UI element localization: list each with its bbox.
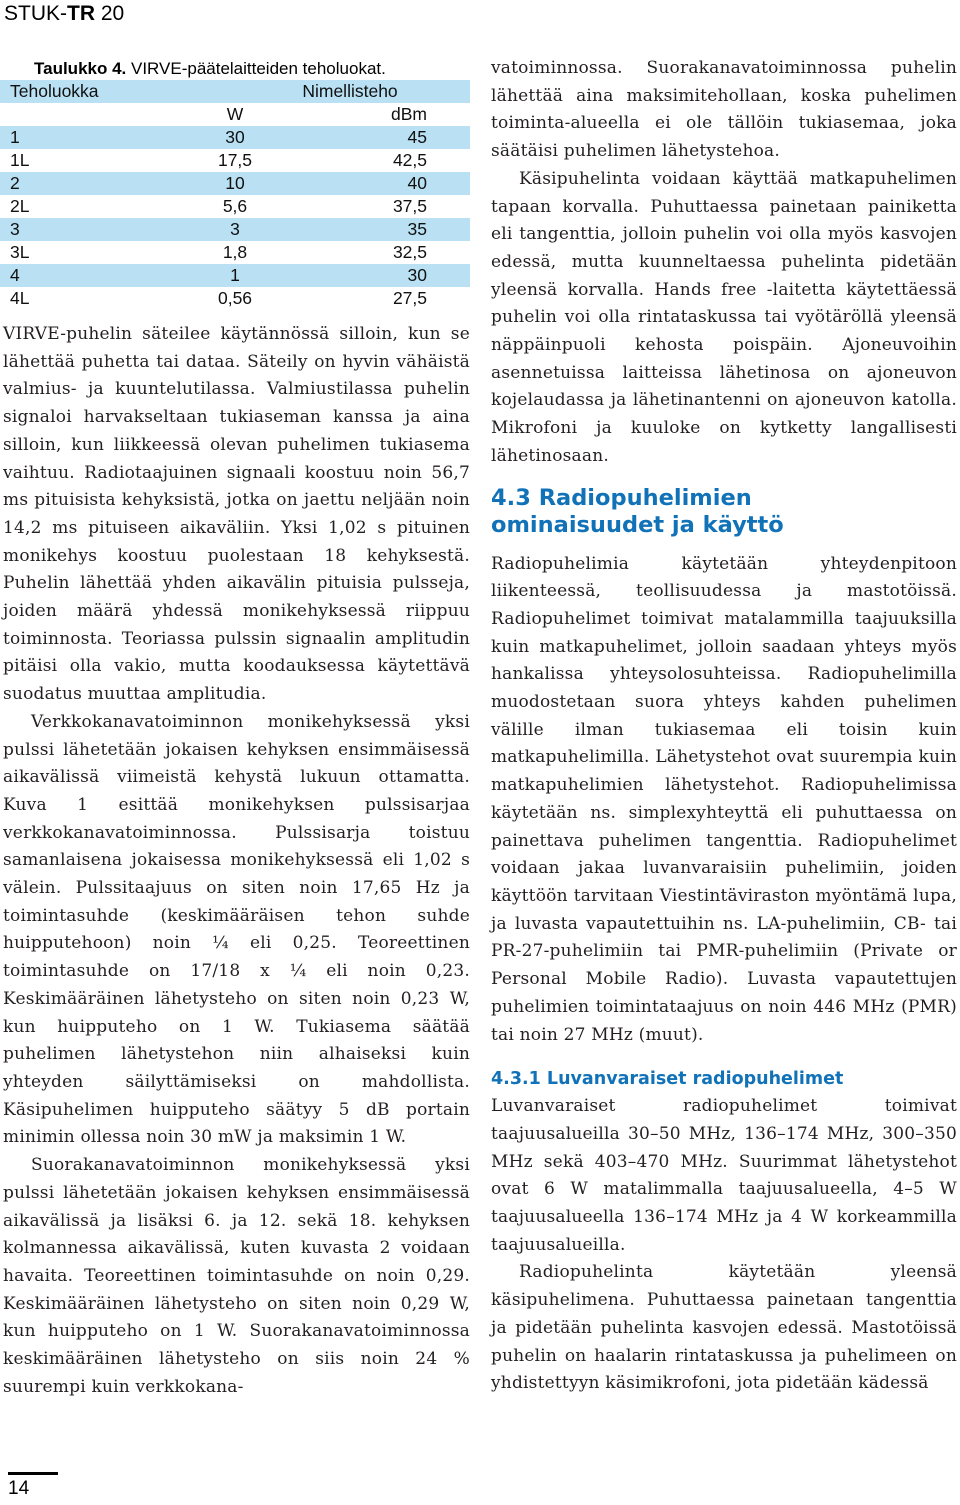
cell-dbm: 27,5 bbox=[392, 288, 427, 308]
header-bold: TR bbox=[67, 2, 95, 25]
table-row bbox=[0, 172, 470, 195]
right-text-column bbox=[491, 55, 957, 1398]
cell-class: 3L bbox=[10, 242, 30, 262]
cell-w: 17,5 bbox=[217, 150, 253, 170]
running-header bbox=[4, 2, 124, 26]
table-caption-text: VIRVE-päätelaitteiden teholuokat. bbox=[126, 59, 386, 78]
cell-dbm: 45 bbox=[310, 126, 470, 149]
section-heading-line2: ominaisuudet ja käyttö bbox=[491, 511, 784, 538]
table-subheader-row bbox=[0, 103, 470, 126]
cell-dbm: 35 bbox=[310, 218, 470, 241]
table-row bbox=[0, 126, 470, 149]
cell-class: 2L bbox=[10, 196, 30, 216]
table-row bbox=[0, 195, 470, 218]
paragraph: Verkkokanavatoiminnon monikehyksessä yksi pulssi lähetetään jokaisen kehyksen ensimmäisessä aikavälissä viimeistä kehystä lukuun ottamatta. Kuva 1 esittää monikehyksen pulssisarjaa verkkokanavatoiminnossa. Pulssisarja toistuu samanlaisena jokaisessa monikehyksessä eli 1,02 s välein. Pulssitaajuus on siten noin 17,65 Hz ja toimintasuhde (keskimääräisen tehon suhde huipputehoon) noin ¼ eli 0,25. Teoreettinen toimintasuhde on 17/18 x ¼ eli noin 0,23. Keskimääräinen lähetysteho on siten noin 0,23 W, kun huipputeho on 1 W. Tukiasema säätää puhelimen lähetystehon niin alhaiseksi kuin yhteyden säilyttämiseksi on mahdollista. Käsipuhelimen huipputeho säätyy 5 dB portain minimin ollessa noin 30 mW ja maksimin 1 W. bbox=[3, 711, 470, 1148]
table-caption bbox=[34, 59, 386, 79]
table-caption-label: Taulukko 4. bbox=[34, 59, 127, 78]
section-heading bbox=[491, 485, 957, 539]
header-prefix: STUK- bbox=[4, 2, 67, 25]
power-class-table bbox=[0, 80, 470, 310]
cell-w: 1,8 bbox=[222, 242, 248, 262]
paragraph: Suorakanavatoiminnon monikehyksessä yksi pulssi lähetetään jokaisen kehyksen ensimmäisessä aikavälissä ja lisäksi 6. ja 12. sekä 18. kehyksen kolmannessa aikavälissä, kuten kuvasta 2 voidaan havaita. Teoreettinen toimintasuhde on noin 0,29. Keskimääräinen lähetysteho on siten noin 0,29 W, kun huipputeho on 1 W. Suorakanavatoiminnossa keskimääräinen lähetysteho on siis noin 24 % suurempi kuin verkkokana- bbox=[3, 1155, 470, 1397]
section-heading-line1: 4.3 Radiopuhelimien bbox=[491, 484, 752, 511]
subheader-cell-w: W bbox=[226, 104, 244, 124]
table-row bbox=[0, 149, 470, 172]
cell-class: 2 bbox=[0, 172, 160, 195]
header-cell-class: Teholuokka bbox=[0, 80, 160, 103]
cell-class: 4 bbox=[0, 264, 160, 287]
cell-dbm: 42,5 bbox=[392, 150, 427, 170]
paragraph: vatoiminnossa. Suorakanavatoiminnossa puhelin lähettää aina maksimitehollaan, koska puhelimen toiminta-alueella ei ole tällöin tukiasemaa, joka säätäisi puhelimen lähetystehoa. bbox=[491, 58, 957, 162]
footer-rule bbox=[8, 1472, 58, 1475]
header-suffix: 20 bbox=[95, 2, 125, 25]
cell-w: 3 bbox=[160, 218, 310, 241]
cell-dbm: 30 bbox=[310, 264, 470, 287]
cell-w: 1 bbox=[160, 264, 310, 287]
subheader-cell-empty bbox=[0, 103, 160, 126]
header-cell-nominal-power: Nimellisteho bbox=[160, 80, 470, 103]
cell-w: 0,56 bbox=[217, 288, 253, 308]
paragraph: VIRVE-puhelin säteilee käytännössä silloin, kun se lähettää puhetta tai dataa. Säteily on hyvin vähäistä valmius- ja kuuntelutilassa. Valmiustilassa puhelin signaloi harvakseltaan tukiaseman kanssa ja aina silloin, kun liikkeessä olevan puhelimen tukiasema vaihtuu. Radiotaajuinen signaali koostuu noin 56,7 ms pituisista kehyksistä, jotka on jaettu neljään noin 14,2 ms pituiseen aikaväliin. Yksi 1,02 s pituinen monikehys koostuu puolestaan 18 kehyksestä. Puhelin lähettää yhden aikavälin pituisia pulsseja, joiden määrä yhdessä monikehyksessä riippuu toiminnosta. Teoriassa pulssin signaalin amplitudin pitäisi olla vakio, mutta koodauksessa käytettävä suodatus muuttaa amplitudia. bbox=[3, 324, 470, 705]
cell-w: 10 bbox=[160, 172, 310, 195]
page-number: 14 bbox=[8, 1478, 30, 1499]
cell-class: 4L bbox=[10, 288, 30, 308]
cell-w: 5,6 bbox=[222, 196, 248, 216]
cell-class: 1 bbox=[0, 126, 160, 149]
table-row bbox=[0, 287, 470, 310]
cell-dbm: 37,5 bbox=[392, 196, 427, 216]
subsection-heading: 4.3.1 Luvanvaraiset radiopuhelimet bbox=[491, 1069, 844, 1090]
subheader-cell-dbm: dBm bbox=[391, 104, 427, 124]
cell-dbm: 32,5 bbox=[392, 242, 427, 262]
paragraph: Radiopuhelimia käytetään yhteydenpitoon liikenteessä, teollisuudessa ja mastotöissä. Radiopuhelimet toimivat matalammilla taajuuksilla kuin matkapuhelimet, jolloin saadaan yhteys myös hankalissa yhteysolosuhteissa. Radiopuhelimilla muodostetaan suora yhteys kahden puhelimen välille ilman tukiasemaa eli toisin kuin matkapuhelimilla. Lähetystehot ovat suurempia kuin matkapuhelimien lähetystehot. Radiopuhelimissa käytetään ns. simplexyhteyttä eli puhuttaessa on painettava puhelimen tangenttia. Radiopuhelimet voidaan jakaa luvanvaraisiin puhelimiin, joiden käyttöön tarvitaan Viestintäviraston myöntämä lupa, ja luvasta vapautettuihin ns. LA-puhelimiin, CB- tai PR-27-puhelimiin tai PMR-puhelimiin (Private or Personal Mobile Radio). Luvasta vapautettujen puhelimien toimintataajuus on noin 446 MHz (PMR) tai noin 27 MHz (muut). bbox=[491, 553, 957, 1045]
table-row bbox=[0, 241, 470, 264]
cell-dbm: 40 bbox=[310, 172, 470, 195]
table-row bbox=[0, 218, 470, 241]
cell-w: 30 bbox=[160, 126, 310, 149]
cell-class: 3 bbox=[0, 218, 160, 241]
table-row bbox=[0, 264, 470, 287]
paragraph: Radiopuhelinta käytetään yleensä käsipuhelimena. Puhuttaessa painetaan tangenttia ja pidetään puhelinta kasvojen edessä. Mastotöissä puhelin on haalarin rintataskussa ja puhelimeen on yhdistettyyn käsimikrofoni, jota pidetään kädessä bbox=[491, 1262, 957, 1394]
paragraph: Käsipuhelinta voidaan käyttää matkapuhelimen tapaan korvalla. Puhuttaessa painetaan painiketta eli tangenttia, jolloin puhelin voi olla myös kasvojen edessä, mutta kuunneltaessa puhelinta pidetään yleensä korvalla. Hands free -laitetta käytettäessä puhelin voi olla rintataskussa tai vyötäröllä yleensä näppäinpuoli kehosta poispäin. Ajoneuvoihin asennetuissa laitteissa lähetinosa on ajoneuvon kojelaudassa ja lähetinantenni on ajoneuvon katolla. Mikrofoni ja kuuloke on kytketty langallisesti lähetinosaan. bbox=[491, 168, 957, 466]
cell-class: 1L bbox=[10, 150, 30, 170]
table-header-row bbox=[0, 80, 470, 103]
left-text-column bbox=[3, 321, 470, 1401]
paragraph: Luvanvaraiset radiopuhelimet toimivat taajuusalueilla 30–50 MHz, 136–174 MHz, 300–350 MHz sekä 403–470 MHz. Suurimmat lähetystehot ovat 6 W matalimmalla taajuusalueella, 4–5 W taajuusalueella 136–174 MHz ja 4 W korkeammilla taajuusalueilla. bbox=[491, 1096, 957, 1255]
